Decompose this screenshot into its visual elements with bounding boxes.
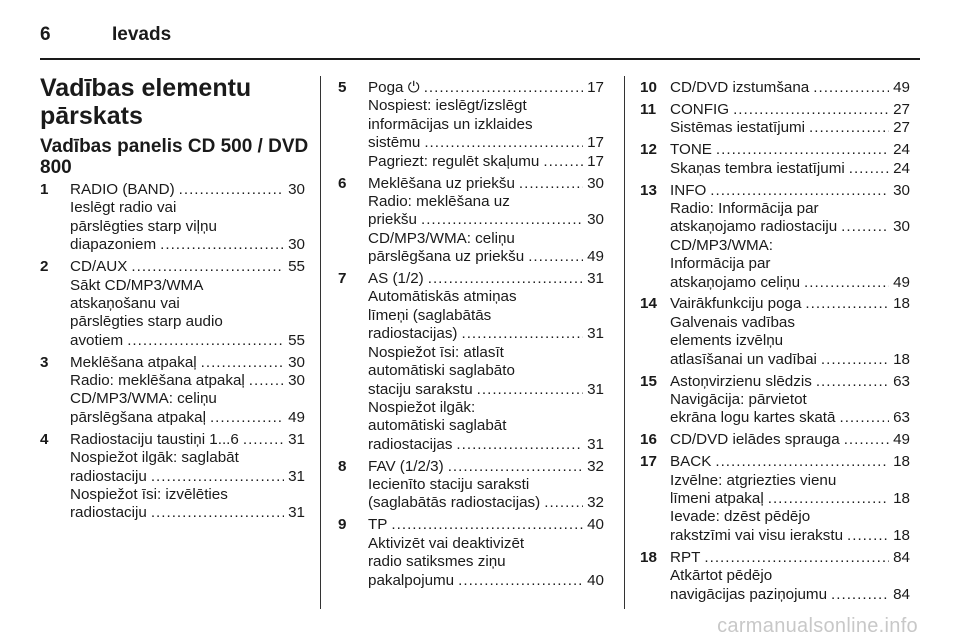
leader-dots	[813, 79, 889, 97]
entry-number: 16	[640, 431, 657, 449]
page-ref: 31	[587, 270, 604, 288]
entry-line	[670, 586, 910, 604]
entry-line	[670, 391, 910, 409]
leader-dots	[816, 373, 889, 391]
entry-line	[368, 553, 604, 571]
entry-text: BACK	[670, 453, 712, 471]
leader-dots	[710, 182, 889, 200]
entry-line	[368, 230, 604, 248]
entry-line	[368, 211, 604, 229]
column-3	[640, 79, 910, 604]
entry-line	[368, 535, 604, 553]
entry-line	[70, 354, 305, 372]
entry-line	[670, 527, 910, 545]
column-divider-2	[624, 76, 625, 609]
entry-line	[670, 119, 910, 137]
entry-text: priekšu	[368, 211, 417, 229]
page-ref: 27	[893, 119, 910, 137]
entry-text: Informācija par	[670, 255, 771, 273]
control-entry	[640, 373, 910, 428]
entry-line	[368, 325, 604, 343]
entry-text: RADIO (BAND)	[70, 181, 175, 198]
entry-line	[670, 160, 910, 178]
entry-text: Pagriezt: regulēt skaļumu	[368, 152, 540, 170]
entry-number: 5	[338, 79, 347, 96]
entry-number: 2	[40, 258, 49, 276]
page-ref: 18	[893, 526, 910, 544]
leader-dots	[768, 490, 889, 508]
page-ref: 31	[288, 467, 305, 485]
page-title: Ievads	[112, 24, 172, 45]
entry-text: elements izvēlņu	[670, 332, 784, 350]
page-ref: 18	[893, 453, 910, 471]
leader-dots	[428, 270, 583, 288]
control-entry	[338, 79, 604, 171]
page-ref: 49	[893, 79, 910, 96]
entry-text: INFO	[670, 181, 707, 199]
entry-text: Nospiest: ieslēgt/izslēgt	[368, 97, 527, 115]
leader-dots	[849, 160, 889, 178]
entry-number: 14	[640, 295, 657, 313]
entry-line	[368, 175, 604, 193]
entry-line	[70, 504, 305, 522]
entry-line	[670, 274, 910, 292]
entry-line	[368, 417, 604, 435]
page-ref: 32	[587, 494, 604, 512]
page-ref: 49	[288, 408, 305, 426]
entry-text: radiostacijas	[368, 435, 453, 453]
entry-text: Poga ⏻	[368, 79, 420, 96]
leader-dots	[477, 381, 583, 399]
header-rule	[40, 58, 920, 60]
leader-dots	[424, 134, 583, 152]
leader-dots	[243, 431, 284, 449]
entry-number: 10	[640, 79, 657, 96]
page-ref: 30	[893, 181, 910, 199]
entry-line	[670, 332, 910, 350]
page-ref: 27	[893, 100, 910, 118]
entry-text: Meklēšana uz priekšu	[368, 174, 515, 192]
entry-text: automātiski saglabāto	[368, 362, 515, 380]
control-entry	[40, 354, 305, 428]
entry-line	[368, 476, 604, 494]
page-ref: 30	[587, 174, 604, 192]
leader-dots	[831, 586, 889, 604]
entry-text: Skaņas tembra iestatījumi	[670, 159, 845, 177]
page-ref: 63	[893, 372, 910, 390]
entry-line	[670, 255, 910, 273]
section-title: Vadības elementu pārskats	[40, 74, 252, 130]
entry-line	[368, 248, 604, 266]
leader-dots	[458, 572, 583, 590]
entry-text: Ievade: dzēst pēdējo	[670, 508, 811, 526]
entry-line	[368, 193, 604, 211]
entry-line	[670, 549, 910, 567]
entry-text: Radio: meklēšana uz	[368, 192, 510, 210]
leader-dots	[424, 79, 583, 97]
page-ref: 31	[587, 325, 604, 343]
entry-text: radio satiksmes ziņu	[368, 553, 506, 571]
entry-text: pārslēgties starp viļņu	[70, 217, 217, 235]
entry-line	[70, 486, 305, 504]
entry-line	[368, 134, 604, 152]
control-entry	[640, 141, 910, 178]
page-ref: 30	[288, 372, 305, 390]
leader-dots	[841, 218, 889, 236]
page-ref: 18	[893, 350, 910, 368]
entry-text: atskaņojamo celiņu	[670, 273, 801, 291]
entry-text: radiostaciju	[70, 467, 147, 485]
entry-line	[670, 237, 910, 255]
entry-line	[670, 79, 910, 97]
leader-dots	[179, 181, 284, 199]
control-entry	[640, 101, 910, 138]
entry-text: CD/DVD ielādes sprauga	[670, 431, 840, 449]
entry-line	[368, 79, 604, 97]
entry-line	[70, 431, 305, 449]
control-entry	[640, 549, 910, 604]
entry-line	[70, 468, 305, 486]
entry-line	[368, 399, 604, 417]
entry-number: 3	[40, 353, 49, 371]
leader-dots	[448, 458, 583, 476]
entry-line	[670, 200, 910, 218]
control-entry	[640, 431, 910, 449]
entry-text: AS (1/2)	[368, 270, 424, 288]
entry-text: CD/DVD izstumšana	[670, 79, 810, 96]
entry-text: pakalpojumu	[368, 571, 455, 589]
page-ref: 31	[587, 380, 604, 398]
page-ref: 30	[288, 353, 305, 371]
entry-text: Navigācija: pārvietot	[670, 391, 807, 408]
entry-line	[670, 295, 910, 313]
entry-line	[670, 351, 910, 369]
entry-line	[670, 141, 910, 159]
leader-dots	[461, 325, 583, 343]
entry-text: radiostaciju	[70, 504, 147, 522]
page-ref: 30	[893, 218, 910, 236]
control-entry	[640, 182, 910, 292]
page-ref: 49	[587, 248, 604, 266]
page-ref: 24	[893, 141, 910, 159]
entry-text: rakstzīmi vai visu ierakstu	[670, 526, 844, 544]
control-entry	[40, 431, 305, 523]
leader-dots	[809, 119, 889, 137]
page-ref: 40	[587, 516, 604, 534]
entry-line	[670, 373, 910, 391]
entry-line	[670, 567, 910, 585]
entry-text: navigācijas paziņojumu	[670, 585, 828, 603]
entry-number: 13	[640, 181, 657, 199]
entry-text: Meklēšana atpakaļ	[70, 353, 197, 371]
entry-line	[670, 409, 910, 427]
entry-line	[670, 490, 910, 508]
leader-dots	[131, 258, 284, 276]
page-ref: 18	[893, 295, 910, 313]
leader-dots	[716, 141, 889, 159]
entry-text: Nospiežot īsi: izvēlēties	[70, 486, 228, 503]
entry-text: TONE	[670, 141, 712, 159]
page-ref: 31	[587, 435, 604, 453]
leader-dots	[715, 453, 889, 471]
section-subtitle: Vadības panelis CD 500 / DVD 800	[40, 136, 309, 178]
entry-number: 7	[338, 270, 347, 288]
page-ref: 84	[893, 548, 910, 566]
entry-line	[368, 116, 604, 134]
entry-line	[368, 362, 604, 380]
leader-dots	[821, 351, 889, 369]
control-entry	[338, 516, 604, 590]
entry-line	[368, 153, 604, 171]
leader-dots	[847, 527, 889, 545]
entry-number: 11	[640, 100, 657, 118]
entry-text: CD/MP3/WMA: celiņu	[70, 390, 217, 408]
entry-text: automātiski saglabāt	[368, 417, 507, 435]
entry-text: Nospiežot ilgāk:	[368, 398, 476, 416]
column-2	[338, 79, 604, 590]
entry-text: pārslēgties starp audio	[70, 313, 223, 331]
entry-text: Galvenais vadības	[670, 313, 795, 331]
entry-text: Astoņvirzienu slēdzis	[670, 372, 812, 390]
leader-dots	[421, 211, 583, 229]
entry-text: Iecienīto staciju saraksti	[368, 476, 530, 494]
entry-line	[368, 494, 604, 512]
entry-line	[670, 182, 910, 200]
page-ref: 17	[587, 79, 604, 96]
entry-line	[368, 516, 604, 534]
page-ref: 17	[587, 152, 604, 170]
entry-line	[368, 436, 604, 454]
leader-dots	[160, 236, 284, 254]
entry-text: CD/MP3/WMA:	[670, 236, 773, 254]
leader-dots	[127, 332, 284, 350]
entry-line	[368, 381, 604, 399]
entry-line	[670, 314, 910, 332]
entry-text: pārslēgšana atpakaļ	[70, 408, 206, 426]
entry-line	[70, 449, 305, 467]
entry-text: Radio: Informācija par	[670, 199, 819, 217]
entry-line	[70, 409, 305, 427]
entry-text: diapazoniem	[70, 236, 157, 254]
entry-line	[70, 199, 305, 217]
entry-line	[670, 508, 910, 526]
page-ref: 63	[893, 409, 910, 427]
entry-line	[70, 372, 305, 390]
leader-dots	[704, 549, 889, 567]
page-ref: 40	[587, 571, 604, 589]
entry-line	[670, 101, 910, 119]
entry-text: Radio: meklēšana atpakaļ	[70, 372, 245, 390]
page-ref: 30	[587, 211, 604, 229]
entry-text: CD/AUX	[70, 258, 128, 276]
entry-text: (saglabātās radiostacijas)	[368, 494, 541, 512]
entry-line	[70, 390, 305, 408]
entry-line	[670, 453, 910, 471]
control-entry	[640, 453, 910, 545]
leader-dots	[839, 409, 889, 427]
entry-text: Atkārtot pēdējo	[670, 567, 773, 585]
entry-number: 4	[40, 430, 49, 448]
entry-line	[70, 277, 305, 295]
leader-dots	[151, 504, 284, 522]
entry-number: 17	[640, 453, 657, 471]
control-entry	[338, 175, 604, 267]
entry-text: TP	[368, 516, 388, 534]
control-entry	[40, 258, 305, 350]
page-ref: 18	[893, 490, 910, 508]
entry-line	[70, 181, 305, 199]
entry-line	[368, 344, 604, 362]
entry-text: Radiostaciju taustiņi 1...6	[70, 430, 239, 448]
control-entry	[338, 458, 604, 513]
entry-text: Sistēmas iestatījumi	[670, 119, 806, 137]
page-ref: 49	[893, 273, 910, 291]
control-entry	[640, 79, 910, 97]
entry-text: Nospiežot ilgāk: saglabāt	[70, 449, 239, 467]
leader-dots	[519, 175, 583, 193]
entry-number: 12	[640, 141, 657, 159]
page-ref: 31	[288, 504, 305, 522]
leader-dots	[391, 516, 583, 534]
leader-dots	[804, 274, 889, 292]
page-ref: 30	[288, 236, 305, 254]
entry-text: līmeņi (saglabātās	[368, 306, 492, 324]
entry-line	[368, 307, 604, 325]
entry-line	[368, 458, 604, 476]
leader-dots	[201, 354, 284, 372]
entry-line	[670, 431, 910, 449]
entry-text: Sākt CD/MP3/WMA	[70, 276, 204, 294]
entry-text: staciju sarakstu	[368, 380, 473, 398]
entry-line	[368, 572, 604, 590]
entry-text: atskaņošanu vai	[70, 294, 180, 312]
page-header	[40, 24, 920, 46]
control-entry	[338, 270, 604, 454]
page-ref: 49	[893, 431, 910, 449]
entry-text: informācijas un izklaides	[368, 115, 533, 133]
entry-line	[70, 258, 305, 276]
entry-line	[368, 270, 604, 288]
entry-line	[70, 313, 305, 331]
entry-text: Automātiskās atmiņas	[368, 288, 517, 306]
leader-dots	[210, 409, 284, 427]
leader-dots	[805, 295, 889, 313]
entry-line	[670, 472, 910, 490]
entry-number: 6	[338, 174, 347, 192]
entry-number: 1	[40, 181, 49, 198]
entry-text: līmeni atpakaļ	[670, 490, 764, 508]
page-number: 6	[40, 24, 51, 45]
entry-text: ekrāna logu kartes skatā	[670, 409, 836, 427]
entry-text: radiostacijas)	[368, 325, 458, 343]
entry-number: 15	[640, 372, 657, 390]
leader-dots	[456, 436, 583, 454]
entry-line	[368, 288, 604, 306]
entry-line	[70, 332, 305, 350]
page-ref: 31	[288, 430, 305, 448]
entry-text: atlasīšanai un vadībai	[670, 350, 817, 368]
entry-text: Izvēlne: atgriezties vienu	[670, 471, 837, 489]
entry-text: Vairākfunkciju poga	[670, 295, 802, 313]
page-ref: 30	[288, 181, 305, 198]
leader-dots	[151, 468, 284, 486]
page-ref: 32	[587, 457, 604, 475]
control-entry	[640, 295, 910, 369]
leader-dots	[528, 248, 583, 266]
column-divider-1	[320, 76, 321, 609]
entry-text: avotiem	[70, 331, 124, 349]
entry-line	[70, 295, 305, 313]
page-ref: 55	[288, 331, 305, 349]
watermark: carmanualsonline.info	[717, 615, 918, 637]
leader-dots	[543, 153, 583, 171]
leader-dots	[844, 431, 889, 449]
entry-number: 18	[640, 548, 657, 566]
entry-text: CD/MP3/WMA: celiņu	[368, 229, 515, 247]
page-ref: 24	[893, 159, 910, 177]
control-entry	[40, 181, 305, 255]
entry-text: Aktivizēt vai deaktivizēt	[368, 534, 525, 552]
entry-text: atskaņojamo radiostaciju	[670, 218, 838, 236]
entry-line	[368, 97, 604, 115]
entry-line	[70, 218, 305, 236]
entry-line	[670, 218, 910, 236]
entry-text: RPT	[670, 548, 701, 566]
leader-dots	[733, 101, 889, 119]
entry-text: sistēmu	[368, 134, 421, 152]
page-ref: 17	[587, 134, 604, 152]
page-ref: 55	[288, 258, 305, 276]
entry-line	[70, 236, 305, 254]
entry-number: 9	[338, 516, 347, 534]
leader-dots	[544, 494, 583, 512]
column-1	[40, 181, 305, 523]
entry-text: CONFIG	[670, 100, 730, 118]
entry-text: Nospiežot īsi: atlasīt	[368, 343, 504, 361]
page-ref: 84	[893, 585, 910, 603]
entry-text: FAV (1/2/3)	[368, 457, 444, 475]
entry-text: Ieslēgt radio vai	[70, 199, 177, 217]
entry-number: 8	[338, 457, 347, 475]
leader-dots	[249, 372, 284, 390]
entry-text: pārslēgšana uz priekšu	[368, 248, 525, 266]
